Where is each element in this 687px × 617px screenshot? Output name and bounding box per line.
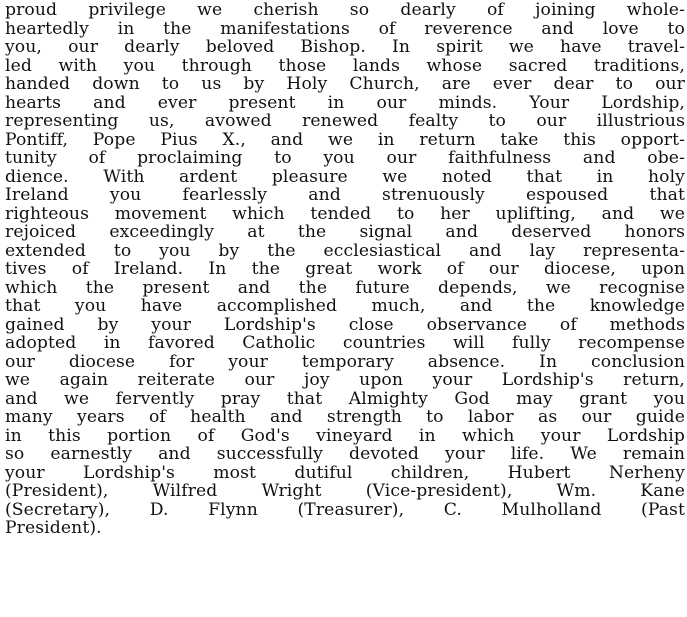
- text-line: President).: [5, 518, 102, 538]
- text-line: your Lordship's most dutiful children, Hubert Nerheny: [5, 462, 685, 483]
- text-line: our diocese for your temporary absence. In conclusion: [5, 351, 685, 372]
- article-text-block: [5, 1, 685, 538]
- text-line: adopted in favored Catholic countries will fully recompense: [5, 333, 685, 353]
- text-line: tives of Ireland. In the great work of our diocese, upon: [5, 259, 685, 279]
- text-line: representing us, avowed renewed fealty to our illustrious: [5, 111, 685, 131]
- text-line: proud privilege we cherish so dearly of joining whole-: [5, 0, 685, 20]
- text-line: tunity of proclaiming to you our faithfulness and obe-: [5, 148, 685, 168]
- text-line: righteous movement which tended to her uplifting, and we: [5, 203, 685, 224]
- text-line: led with you through those lands whose sacred traditions,: [5, 55, 685, 76]
- text-line: which the present and the future depends, we recognise: [5, 277, 685, 298]
- text-line: (President), Wilfred Wright (Vice-president), Wm. Kane: [5, 481, 685, 501]
- text-line: handed down to us by Holy Church, are ever dear to our: [5, 74, 685, 94]
- text-line: Pontiff, Pope Pius X., and we in return take this opport-: [5, 129, 685, 150]
- text-line: hearts and ever present in our minds. Your Lordship,: [5, 92, 685, 113]
- text-line: dience. With ardent pleasure we noted that in holy: [5, 166, 685, 187]
- text-line: many years of health and strength to labor as our guide: [5, 407, 685, 427]
- text-line: so earnestly and successfully devoted your life. We remain: [5, 444, 685, 464]
- text-line: that you have accomplished much, and the knowledge: [5, 296, 685, 316]
- text-line: gained by your Lordship's close observance of methods: [5, 314, 685, 335]
- text-line: heartedly in the manifestations of reverence and love to: [5, 18, 685, 39]
- text-line: rejoiced exceedingly at the signal and deserved honors: [5, 222, 685, 242]
- text-line: we again reiterate our joy upon your Lordship's return,: [5, 370, 685, 390]
- text-line: Ireland you fearlessly and strenuously espoused that: [5, 185, 685, 205]
- text-line: extended to you by the ecclesiastical and lay representa-: [5, 240, 685, 261]
- text-line: in this portion of God's vineyard in which your Lordship: [5, 425, 685, 446]
- text-line: (Secretary), D. Flynn (Treasurer), C. Mulholland (Past: [5, 499, 685, 520]
- text-line: and we fervently pray that Almighty God may grant you: [5, 388, 685, 409]
- text-line: you, our dearly beloved Bishop. In spirit we have travel-: [5, 37, 685, 57]
